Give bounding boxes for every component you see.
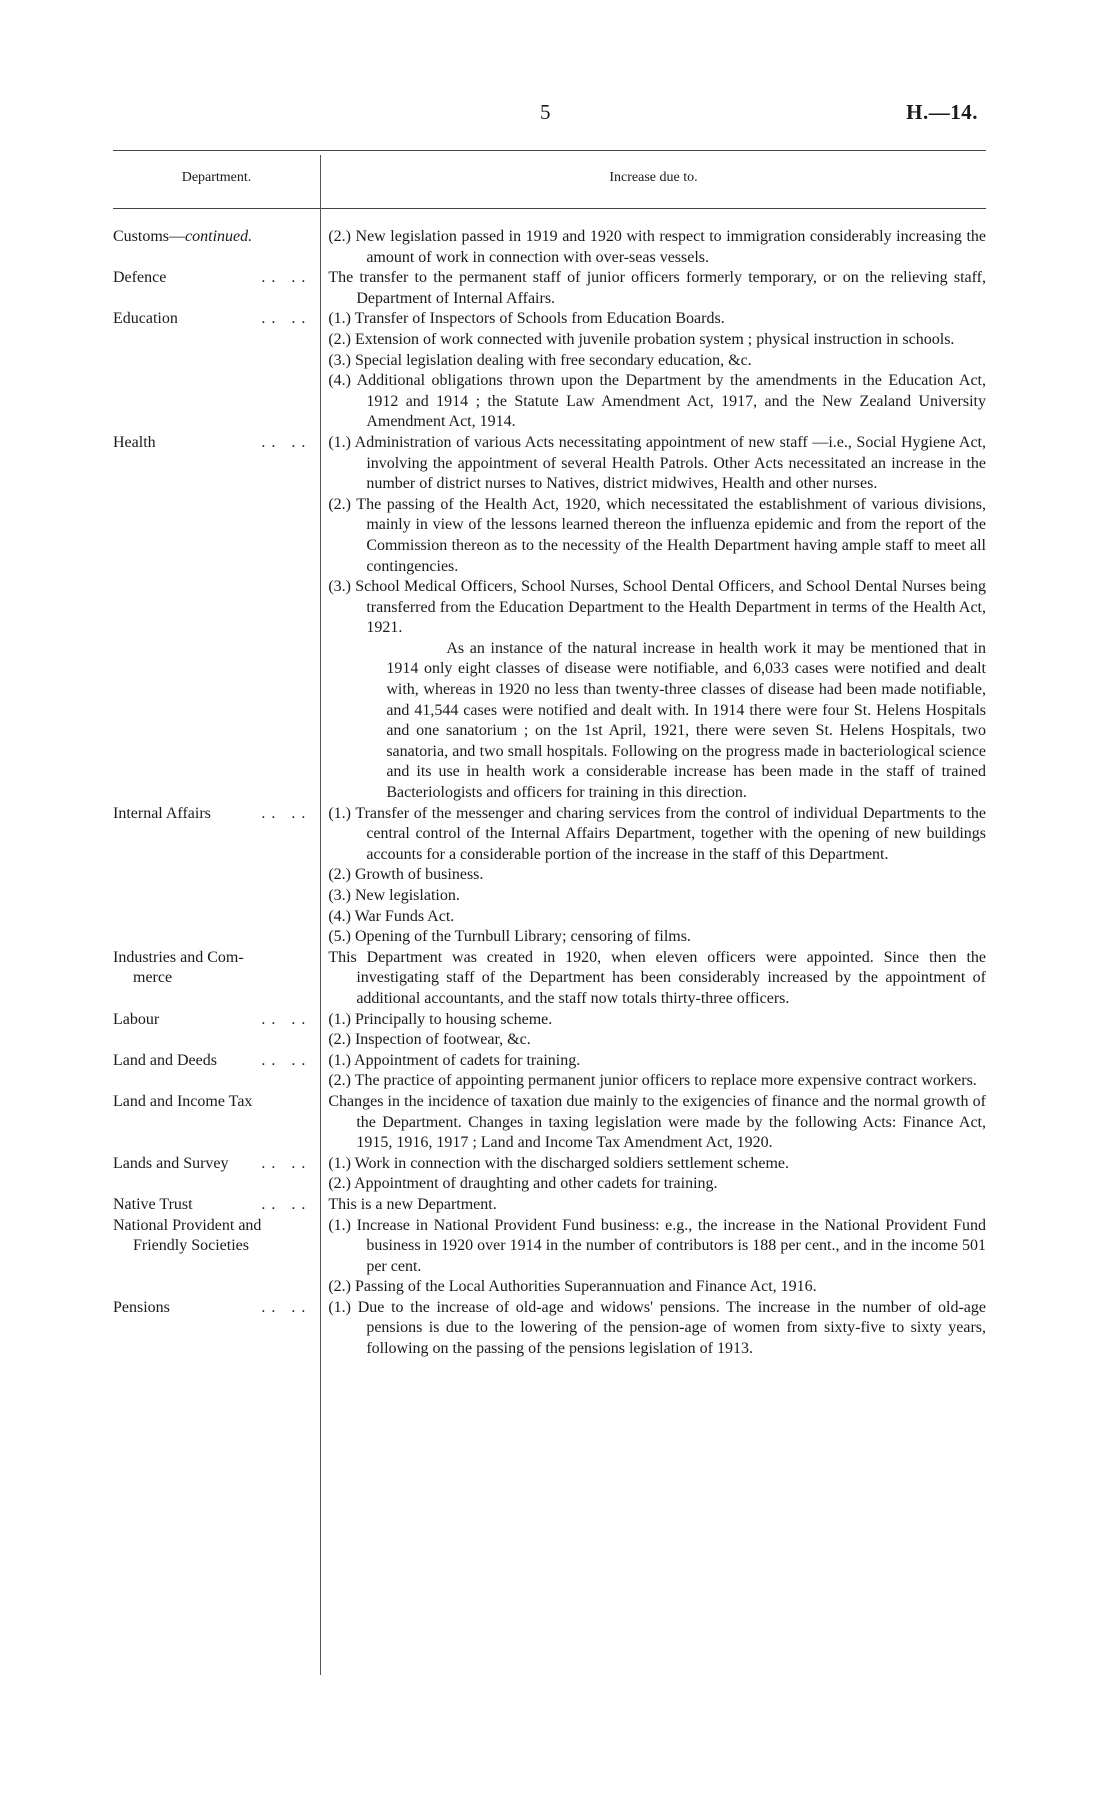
- increase-item: (2.) Passing of the Local Authorities Superannuation and Finance Act, 1916.: [328, 1278, 817, 1296]
- department-name: [113, 309, 319, 433]
- table-row: [113, 1051, 986, 1092]
- dot-leader: .. ..: [261, 1298, 312, 1316]
- top-rule: [113, 150, 986, 151]
- department-table: [113, 227, 986, 1360]
- increase-item: (2.) New legislation passed in 1919 and 1920 with respect to immigration considerably increasing the amount of work in connection with over-seas vessels.: [328, 228, 986, 266]
- table-row: [113, 1298, 986, 1360]
- increase-cell: [328, 1010, 986, 1051]
- department-name: [113, 433, 319, 804]
- department-name: [113, 1298, 319, 1360]
- table-row: [113, 948, 986, 1010]
- column-header-increase: Increase due to.: [609, 170, 698, 185]
- increase-item: (1.) Increase in National Provident Fund business: e.g., the increase in the National Provident Fund business in 1920 over 1914 in the number of contributors is 188 per cent., and in the income 501 per cent.: [328, 1216, 986, 1275]
- increase-item: (1.) Principally to housing scheme.: [328, 1010, 553, 1028]
- department-name-text: Land and Deeds: [113, 1051, 217, 1069]
- increase-item: (4.) War Funds Act.: [328, 907, 455, 925]
- health-note: As an instance of the natural increase in health work it may be mentioned that in 1914 only eight classes of disease were notifiable, and 6,033 cases were notified and dealt with, whereas in 1920 no less than twenty-three classes of disease had been made notifiable, and 41,544 cases were notified and dealt with. In 1914 there were four St. Helens Hospitals and one sanatorium ; on the 1st April, 1921, there were seven St. Helens Hospitals, two sanatoria, and two small hospitals. Following on the progress made in bacteriological science and its use in health work a considerable increase has been made in the staff of trained Bacteriologists and officers for training in this direction.: [386, 639, 986, 802]
- increase-item: (1.) Appointment of cadets for training.: [328, 1051, 581, 1069]
- increase-item: (3.) New legislation.: [328, 887, 460, 904]
- increase-cell: [328, 948, 986, 1010]
- department-name-text: Customs—continued.: [113, 228, 253, 245]
- increase-cell: [328, 433, 986, 804]
- table-row: [113, 433, 986, 804]
- increase-cell: [328, 1154, 986, 1195]
- increase-item: (3.) Special legislation dealing with free secondary education, &c.: [328, 351, 752, 369]
- increase-item: (1.) Transfer of Inspectors of Schools from Education Boards.: [328, 310, 725, 328]
- table-row: [113, 227, 986, 268]
- increase-item: (2.) Appointment of draughting and other cadets for training.: [328, 1175, 718, 1193]
- department-name: [113, 1154, 319, 1195]
- increase-cell: [328, 804, 986, 948]
- department-name: [113, 1010, 319, 1051]
- department-name-text: Pensions: [113, 1298, 170, 1316]
- table-row: [113, 268, 986, 309]
- increase-cell: [328, 268, 986, 309]
- dot-leader: .. ..: [261, 1051, 312, 1069]
- page-header: [0, 100, 1114, 130]
- document-reference: H.—14.: [906, 100, 978, 124]
- table-row: [113, 1010, 986, 1051]
- department-name-line: merce: [133, 969, 173, 987]
- department-name-text: Native Trust: [113, 1195, 193, 1213]
- department-name-line: National Provident and: [113, 1216, 262, 1234]
- increase-item: (2.) Growth of business.: [328, 866, 484, 884]
- dot-leader: .. ..: [261, 269, 312, 287]
- header-rule: [113, 208, 986, 209]
- table-row: [113, 1195, 986, 1216]
- department-name: [113, 948, 319, 1010]
- department-name-text: Education: [113, 310, 178, 328]
- department-name: [113, 1051, 319, 1092]
- department-name: [113, 1216, 319, 1298]
- department-name-text: Defence: [113, 269, 167, 287]
- increase-item: (2.) Inspection of footwear, &c.: [328, 1031, 531, 1049]
- increase-item: (1.) Transfer of the messenger and charing services from the control of individual Departments to the central control of the Internal Affairs Department, together with the opening of new buildings accounts for a considerable portion of the increase in the staff of this Department.: [328, 804, 986, 863]
- increase-cell: [328, 1195, 986, 1216]
- increase-item: (5.) Opening of the Turnbull Library; censoring of films.: [328, 928, 691, 946]
- increase-item: (1.) Due to the increase of old-age and widows' pensions. The increase in the number of old-age pensions is due to the lowering of the pension-age of women from sixty-five to sixty years, following on the passing of the pensions legislation of 1913.: [328, 1298, 986, 1358]
- increase-cell: [328, 227, 986, 268]
- dot-leader: .. ..: [261, 1195, 312, 1213]
- increase-item: (4.) Additional obligations thrown upon the Department by the amendments in the Education Act, 1912 and 1914 ; the Statute Law Amendment Act, 1917, and the New Zealand University Amendment Act, 1914.: [328, 372, 986, 431]
- increase-item: The transfer to the permanent staff of junior officers formerly temporary, or on the relieving staff, Department of Internal Affairs.: [328, 269, 986, 307]
- table-row: [113, 1154, 986, 1195]
- department-name-text: Lands and Survey: [113, 1154, 229, 1172]
- department-name-text: Labour: [113, 1010, 160, 1028]
- increase-cell: [328, 309, 986, 433]
- column-header-department: Department.: [181, 170, 252, 185]
- dot-leader: .. ..: [261, 1154, 312, 1172]
- increase-item: (2.) The passing of the Health Act, 1920, which necessitated the establishment of various divisions, mainly in view of the lessons learned thereon the influenza epidemic and from the report of the Commission thereon as to the necessity of the Health Department having ample staff to meet all contingencies.: [328, 495, 986, 575]
- department-name-line: Industries and Com-: [113, 948, 244, 966]
- dot-leader: .. ..: [261, 310, 312, 328]
- increase-cell: [328, 1051, 986, 1092]
- department-name: [113, 1195, 319, 1216]
- increase-item: (1.) Work in connection with the discharged soldiers settlement scheme.: [328, 1154, 789, 1172]
- increase-cell: [328, 1216, 986, 1298]
- increase-item: (3.) School Medical Officers, School Nurses, School Dental Officers, and School Dental Nurses being transferred from the Education Department to the Health Department in terms of the Health Act, 1921.: [328, 578, 986, 637]
- table-row: [113, 1092, 986, 1154]
- increase-item: Changes in the incidence of taxation due mainly to the exigencies of finance and the normal growth of the Department. Changes in taxing legislation were made by the following Acts: Finance Act, 1915, 1916, 1917 ; Land and Income Tax Amendment Act, 1920.: [328, 1092, 986, 1152]
- table-row: [113, 309, 986, 433]
- dot-leader: .. ..: [261, 433, 312, 451]
- increase-cell: [328, 1092, 986, 1154]
- increase-cell: [328, 1298, 986, 1360]
- increase-item: (1.) Administration of various Acts necessitating appointment of new staff —i.e., Social Hygiene Act, involving the appointment of several Health Patrols. Other Acts necessitated an increase in the number of district nurses to Natives, district midwives, Health and other nurses.: [328, 433, 986, 493]
- department-name: [113, 804, 319, 948]
- increase-item: This is a new Department.: [328, 1195, 497, 1213]
- department-name: [113, 1092, 319, 1154]
- increase-item: (2.) Extension of work connected with juvenile probation system ; physical instruction in schools.: [328, 330, 955, 348]
- increase-item: (2.) The practice of appointing permanent junior officers to replace more expensive contract workers.: [328, 1072, 977, 1090]
- department-name: [113, 268, 319, 309]
- dot-leader: .. ..: [261, 804, 312, 822]
- department-name: [113, 227, 319, 268]
- dot-leader: .. ..: [261, 1010, 312, 1028]
- department-name-line: Friendly Societies: [133, 1237, 249, 1255]
- department-name-text: Internal Affairs: [113, 804, 211, 822]
- table-row: [113, 1216, 986, 1298]
- increase-item: This Department was created in 1920, when eleven officers were appointed. Since then the investigating staff of the Department has been considerably increased by the appointment of additional accountants, and the staff now totals thirty-three officers.: [328, 948, 986, 1007]
- department-name-text: Health: [113, 433, 156, 451]
- table-row: [113, 804, 986, 948]
- department-name-text: Land and Income Tax: [113, 1092, 253, 1110]
- page-number: 5: [540, 100, 551, 124]
